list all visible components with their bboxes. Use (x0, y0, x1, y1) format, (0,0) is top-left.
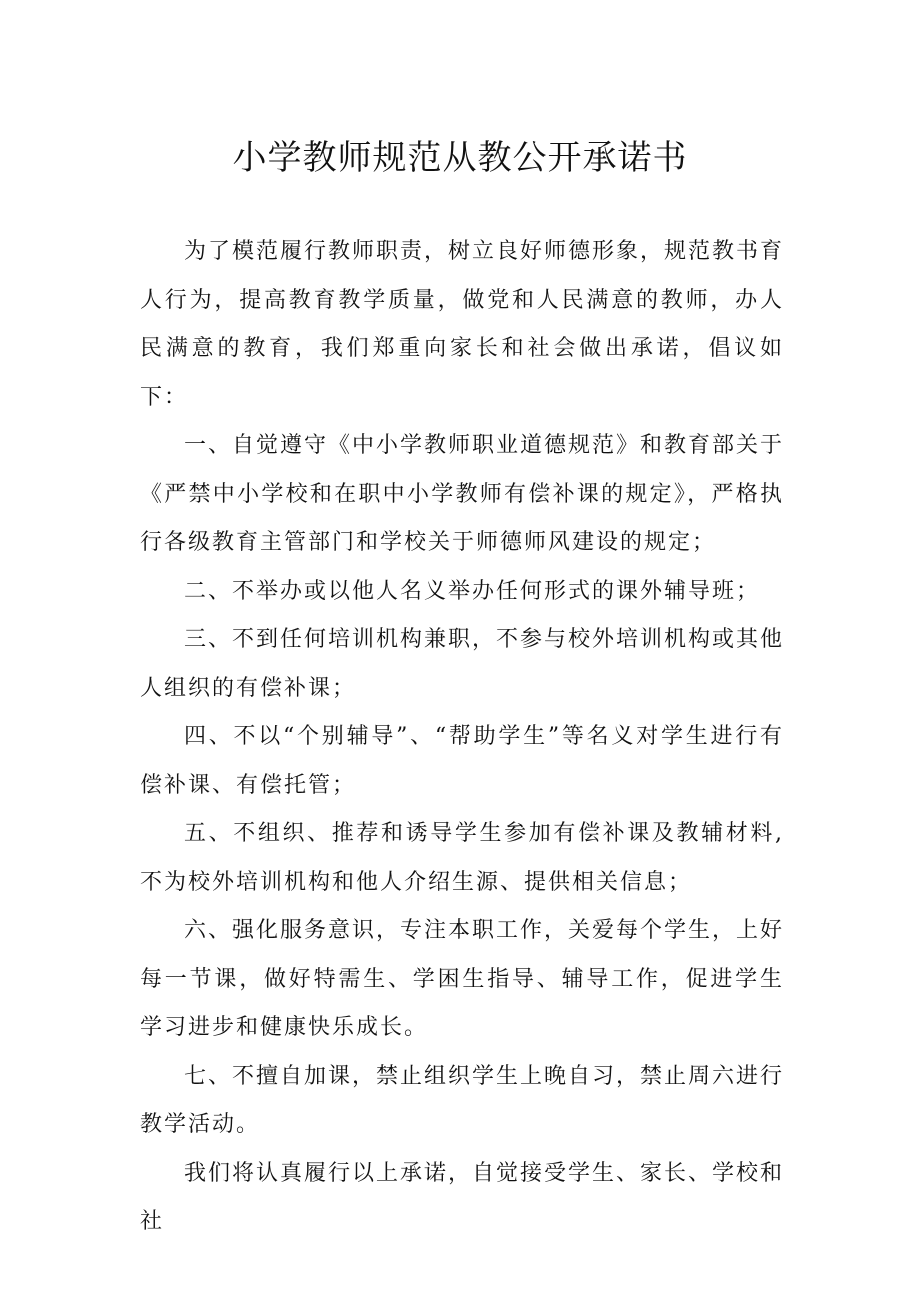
document-body (140, 228, 784, 1247)
pledge-item-5: 五、不组织、推荐和诱导学生参加有偿补课及教辅材料,不为校外培训机构和他人介绍生源、提供相关信息； (140, 821, 784, 895)
pledge-item-7: 七、不擅自加课，禁止组织学生上晚自习，禁止周六进行教学活动。 (140, 1063, 785, 1137)
document-title: 小学教师规范从教公开承诺书 (232, 138, 688, 178)
pledge-item-2: 二、不举办或以他人名义举办任何形式的课外辅导班； (184, 578, 761, 604)
pledge-item-6: 六、强化服务意识，专注本职工作，关爱每个学生，上好每一节课，做好特需生、学困生指导、辅导工作，促进学生学习进步和健康快乐成长。 (140, 918, 785, 1040)
pledge-item-3: 三、不到任何培训机构兼职，不参与校外培训机构或其他人组织的有偿补课； (140, 627, 785, 701)
pledge-item-1: 一、自觉遵守《中小学教师职业道德规范》和教育部关于《严禁中小学校和在职中小学教师有偿补课的规定》，严格执行各级教育主管部门和学校关于师德师风建设的规定； (140, 433, 785, 555)
closing-paragraph: 我们将认真履行以上承诺，自觉接受学生、家长、学校和社 (140, 1160, 785, 1234)
intro-paragraph: 为了模范履行教师职责，树立良好师德形象，规范教书育人行为，提高教育教学质量，做党和人民满意的教师，办人民满意的教育，我们郑重向家长和社会做出承诺，倡议如下： (140, 239, 785, 410)
pledge-item-4: 四、不以“个别辅导”、“帮助学生”等名义对学生进行有偿补课、有偿托管； (140, 724, 784, 798)
